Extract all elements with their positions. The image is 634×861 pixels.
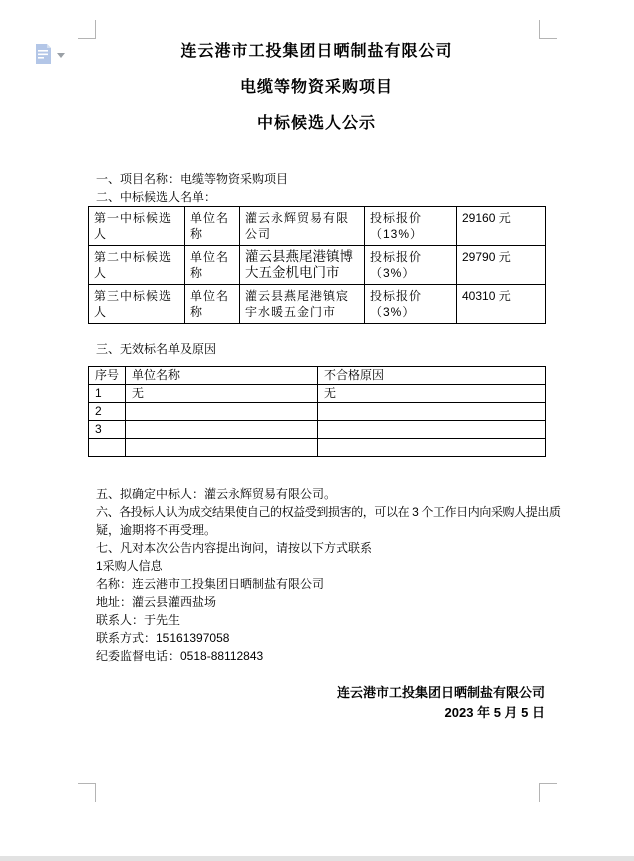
cell-price-label: 投标报价（13%） <box>365 207 457 246</box>
cell-reason <box>318 439 546 457</box>
header-company: 单位名称 <box>126 367 318 385</box>
cell-reason: 无 <box>318 385 546 403</box>
section-6-line2: 疑，逾期将不再受理。 <box>96 523 217 537</box>
project-title: 电缆等物资采购项目 <box>239 79 393 96</box>
section-3-invalid-heading: 三、无效标名单及原因 <box>96 342 217 356</box>
candidates-table <box>88 206 546 324</box>
page-options-widget[interactable] <box>35 44 65 64</box>
section-5-winner: 五、拟确定中标人：灌云永辉贸易有限公司。 <box>96 487 337 501</box>
cell-company: 灌云县燕尾港镇博大五金机电门市 <box>240 246 365 285</box>
text-boundary-mark-top-left <box>78 20 96 39</box>
contact-address: 地址：灌云县灌西盐场 <box>96 595 217 609</box>
section-1-project-name: 一、项目名称：电缆等物资采购项目 <box>96 172 289 186</box>
table-header-row <box>89 367 546 385</box>
signature-block <box>88 683 545 723</box>
cell-seq <box>89 439 126 457</box>
cell-rank: 第三中标候选人 <box>89 285 185 324</box>
announcement-title: 中标候选人公示 <box>256 115 376 132</box>
page-bottom-edge <box>0 856 634 861</box>
table-row <box>89 207 546 246</box>
cell-company <box>126 439 318 457</box>
cell-reason <box>318 421 546 439</box>
cell-company: 灌云县燕尾港镇宸宇水暖五金门市 <box>240 285 365 324</box>
contact-supervision-phone: 纪委监督电话：0518-88112843 <box>96 649 264 663</box>
text-boundary-mark-top-right <box>539 20 557 39</box>
cell-price: 29160 元 <box>457 207 546 246</box>
cell-seq: 1 <box>89 385 126 403</box>
section-7-inquiry: 七、凡对本次公告内容提出询问，请按以下方式联系 <box>96 541 373 555</box>
cell-price: 40310 元 <box>457 285 546 324</box>
chevron-down-icon[interactable] <box>57 53 65 58</box>
cell-reason <box>318 403 546 421</box>
cell-rank: 第二中标候选人 <box>89 246 185 285</box>
text-boundary-mark-bottom-right <box>539 783 557 802</box>
header-seq: 序号 <box>89 367 126 385</box>
cell-company <box>126 403 318 421</box>
contact-heading: 1采购人信息 <box>96 559 163 573</box>
table-row <box>89 285 546 324</box>
table-row <box>89 385 546 403</box>
cell-label: 单位名称 <box>185 246 240 285</box>
section-2-candidates-heading: 二、中标候选人名单： <box>96 190 217 204</box>
section-6-line1: 六、各投标人认为成交结果使自己的权益受到损害的，可以在 3 个工作日内向采购人提出质 <box>96 505 561 519</box>
table-row <box>89 403 546 421</box>
cell-company: 灌云永辉贸易有限公司 <box>240 207 365 246</box>
text-boundary-mark-bottom-left <box>78 783 96 802</box>
cell-price: 29790 元 <box>457 246 546 285</box>
table-row <box>89 439 546 457</box>
signature-date: 2023 年 5 月 5 日 <box>444 705 545 720</box>
contact-person: 联系人：于先生 <box>96 613 181 627</box>
cell-price-label: 投标报价（3%） <box>365 285 457 324</box>
invalid-bids-table <box>88 366 546 457</box>
document-icon[interactable] <box>35 44 52 64</box>
page-title: 连云港市工投集团日晒制盐有限公司 <box>180 43 453 60</box>
header-reason: 不合格原因 <box>318 367 546 385</box>
table-row <box>89 246 546 285</box>
signature-company: 连云港市工投集团日晒制盐有限公司 <box>336 685 545 700</box>
cell-rank: 第一中标候选人 <box>89 207 185 246</box>
document-body <box>88 170 561 723</box>
cell-company: 无 <box>126 385 318 403</box>
cell-seq: 2 <box>89 403 126 421</box>
cell-label: 单位名称 <box>185 285 240 324</box>
cell-company <box>126 421 318 439</box>
contact-phone: 联系方式：15161397058 <box>96 631 230 645</box>
contact-name: 名称：连云港市工投集团日晒制盐有限公司 <box>96 577 325 591</box>
cell-label: 单位名称 <box>185 207 240 246</box>
title-block <box>88 42 545 150</box>
table-row <box>89 421 546 439</box>
cell-seq: 3 <box>89 421 126 439</box>
cell-price-label: 投标报价（3%） <box>365 246 457 285</box>
